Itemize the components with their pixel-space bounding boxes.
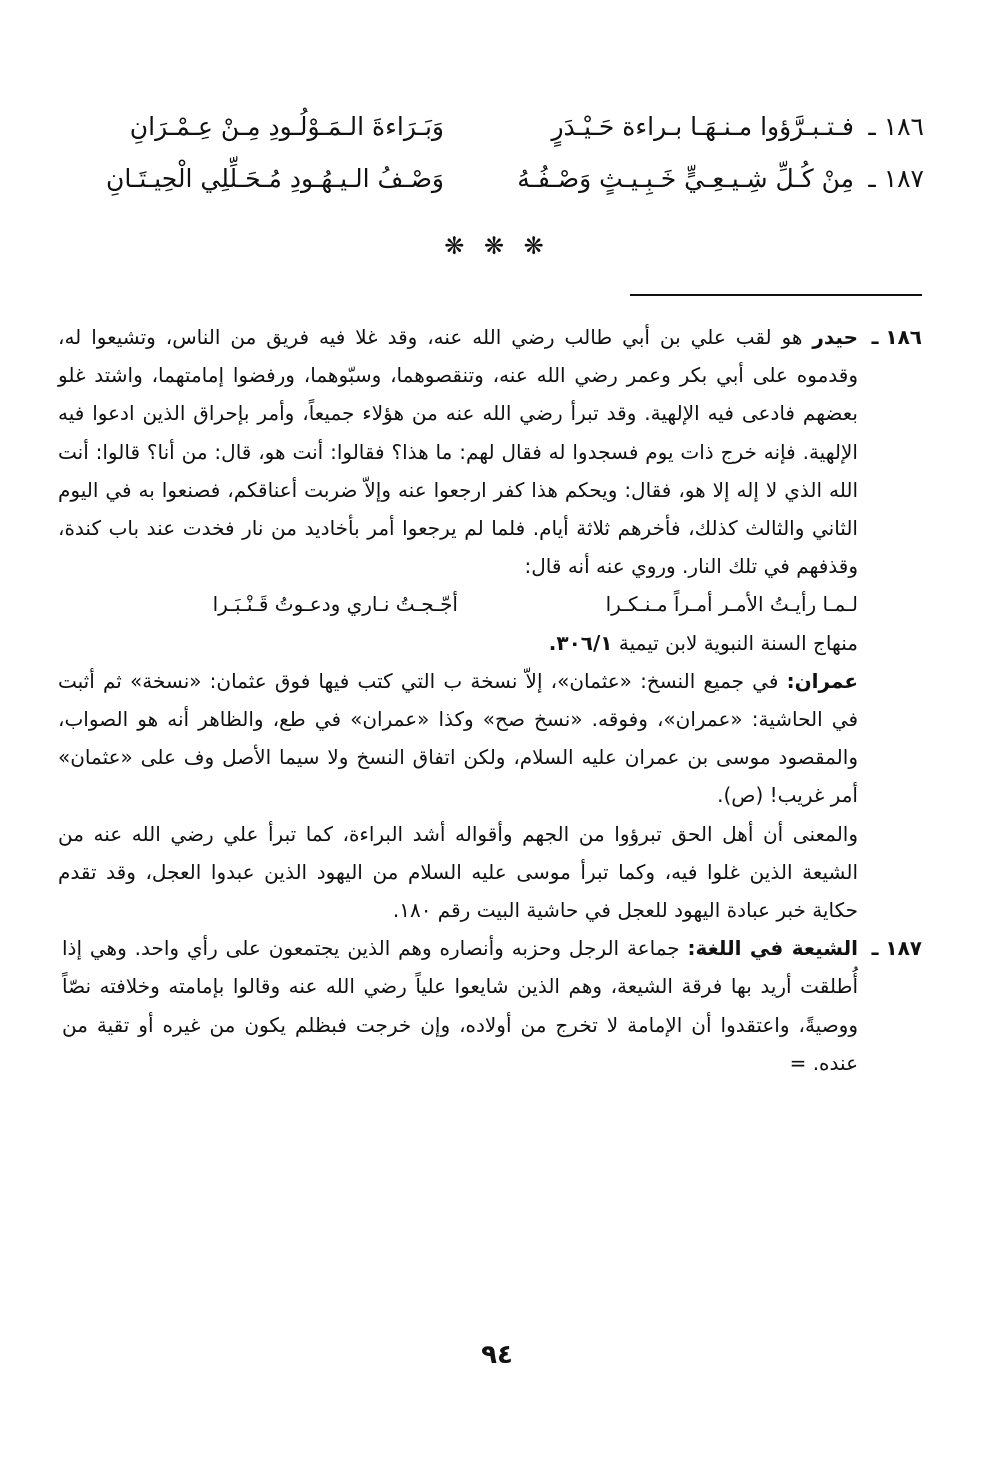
footnote-187	[62, 929, 922, 1082]
footnote-number: ١٨٦ ـ	[871, 325, 922, 349]
citation	[58, 624, 858, 662]
page-number: ٩٤	[481, 1340, 513, 1370]
verse-187	[62, 164, 924, 216]
footnote-body	[62, 929, 858, 1082]
footnote-term: عمران:	[786, 668, 859, 693]
footnote-divider	[630, 294, 922, 296]
verse-second-hemistich: وَبَـرَاءةَ الـمَـوْلُـودِ مِـنْ عِـمْـرَانِ	[129, 112, 444, 141]
footnote-paragraph	[58, 318, 858, 585]
footnote-body	[58, 318, 858, 929]
footnote-term: الشيعة في اللغة:	[687, 936, 859, 961]
verse-first-hemistich: مِنْ كُـلِّ شِـيـعِـيٍّ خَـبِـيـثٍ وَصْـفُـهُ	[517, 164, 854, 193]
footnote-paragraph	[62, 929, 858, 1082]
footnote-paragraph: والمعنى أن أهل الحق تبرؤوا من الجهم وأقواله أشد البراءة، كما تبرأ علي رضي الله عنه من الشيعة الذين غلوا فيه، وكما تبرأ موسى عليه السلام من اليهود الذين عبدوا العجل، وقد تقدم حكاية خبر عبادة اليهود للعجل في حاشية البيت رقم ١٨٠.	[58, 821, 858, 923]
citation-text: منهاج السنة النبوية لابن تيمية	[618, 630, 858, 655]
verse-second-hemistich: وَصْـفُ الـيـهُـودِ مُـحَـلِّلِي الْحِيـتَـانِ	[106, 164, 444, 193]
footnote-number: ١٨٧ ـ	[871, 936, 922, 961]
verse-186	[62, 112, 924, 164]
citation-ref: ٣٠٦/١.	[548, 630, 613, 655]
poem-second-half: أجّـجـتُ نـاري ودعـوتُ قَـنْـبَـرا	[212, 592, 458, 617]
footnote-text: جماعة الرجل وحزبه وأنصاره وهم الذين يجتمعون على رأي واحد. وهي إذا أُطلقت أريد بها فرقة الشيعة، وهم الذين شايعوا علياً رضي الله عنه وقالوا بإمامته وخلافته نصّاً ووصيةً، واعتقدوا أن الإمامة لا تخرج من أولاده، وإن خرجت فبظلم يكون من غيره أو تقية من عنده. =	[62, 936, 858, 1075]
footnote-text: هو لقب علي بن أبي طالب رضي الله عنه، وقد غلا فيه فريق من الناس، وتشيعوا له، وقدموه على أبي بكر وعمر رضي الله عنه، وتنقصوهما، وسبّوهما، ورفضوا إمامتهما، واشتد غلو بعضهم فادعى فيه الإلهية. وقد تبرأ رضي الله عنه من هؤلاء جميعاً، وأمر بإحراق الذين ادعوا فيه الإلهية. فإنه خرج ذات يوم فسجدوا له فقال لهم: ما هذا؟ فقالوا: أنت هو، قال: من أنا؟ قالوا: أنت الله الذي لا إله إلا هو، فقال: ويحكم هذا كفر ارجعوا عنه وإلاّ ضربت أعناقكم، فصنعوا به في اليوم الثاني والثالث كذلك، فأخرهم ثلاثة أيام. فلما لم يرجعوا أمر بأخاديد من نار فخدت عند باب كندة، وقذفهم في تلك النار. وروي عنه أنه قال:	[58, 325, 858, 579]
section-separator: ❋ ❋ ❋	[444, 232, 550, 260]
footnote-paragraph	[58, 662, 858, 815]
footnote-term: حيدر	[812, 325, 859, 349]
footnote-186	[58, 318, 922, 929]
poem-verses	[62, 112, 924, 216]
verse-number: ١٨٦ ـ	[868, 112, 924, 141]
verse-first-hemistich: فـتـبـرَّؤوا مـنـهَـا بـراءة حَـيْـدَرٍ	[551, 112, 854, 141]
footnote-text: في جميع النسخ: «عثمان»، إلاّ نسخة ب التي كتب فيها فوق عثمان: «نسخة» ثم أثبت في الحاشية: «عمران»، وفوقه. «نسخ صح» وكذا «عمران» في طع، والظاهر أنه هو الصواب، والمقصود موسى بن عمران عليه السلام، ولكن اتفاق النسخ ولا سيما الأصل وف على «عثمان» أمر غريب! (ص).	[58, 668, 858, 808]
verse-number: ١٨٧ ـ	[868, 164, 924, 193]
quoted-poem-line	[58, 585, 858, 623]
poem-first-half: لـمـا رأيـتُ الأمـر أمـراً مـنـكـرا	[605, 592, 858, 617]
footnotes	[58, 318, 922, 1082]
